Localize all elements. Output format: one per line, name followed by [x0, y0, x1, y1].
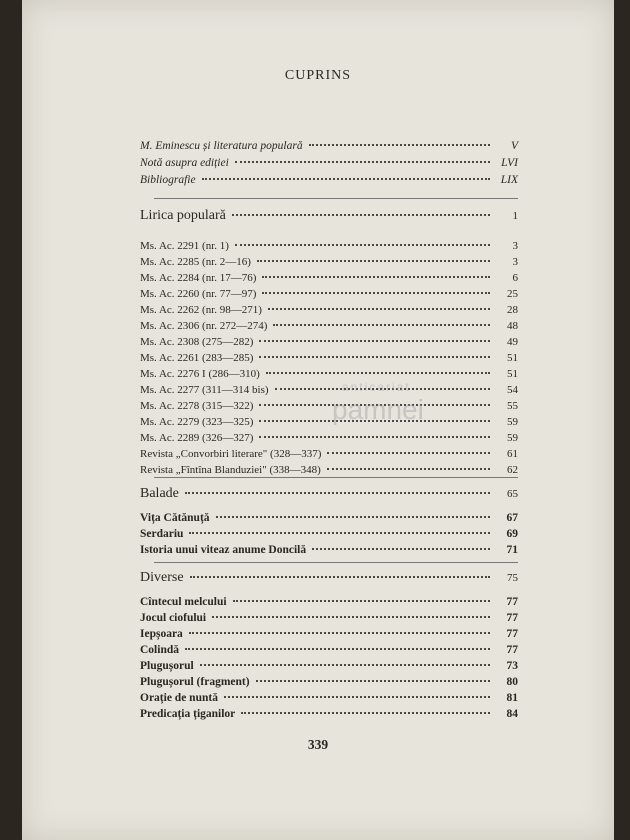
section-divider	[154, 562, 518, 563]
entry-page: 77	[506, 612, 518, 624]
leader-dots	[202, 178, 490, 180]
entry-page: 77	[506, 628, 518, 640]
leader-dots	[224, 696, 490, 698]
section-page: 1	[512, 210, 518, 222]
entry-text: Jocul ciofului	[140, 612, 207, 624]
toc-entry-manuscript	[140, 272, 518, 284]
toc-entry-divers	[140, 612, 518, 624]
leader-dots	[259, 356, 490, 358]
entry-page: 59	[507, 432, 518, 444]
section-heading-diverse	[140, 570, 518, 586]
entry-page: 77	[506, 644, 518, 656]
toc-entry-divers	[140, 660, 518, 672]
leader-dots	[190, 576, 490, 578]
toc-entry-divers	[140, 692, 518, 704]
leader-dots	[257, 260, 490, 262]
toc-entry-intro	[140, 174, 518, 186]
section-title: Lirica populară	[140, 208, 226, 223]
entry-page: 80	[506, 676, 518, 688]
leader-dots	[266, 372, 490, 374]
leader-dots	[256, 680, 490, 682]
entry-text: Ms. Ac. 2308 (275—282)	[140, 336, 254, 348]
entry-text: Ms. Ac. 2277 (311—314 bis)	[140, 384, 269, 396]
entry-text: Ms. Ac. 2276 I (286—310)	[140, 368, 260, 380]
entry-page: 6	[512, 272, 518, 284]
entry-text: Iepșoara	[140, 628, 183, 640]
leader-dots	[309, 144, 490, 146]
entry-page: 84	[506, 708, 518, 720]
entry-page: 73	[506, 660, 518, 672]
entry-text: Ms. Ac. 2284 (nr. 17—76)	[140, 272, 257, 284]
entry-text: Notă asupra ediției	[140, 157, 229, 169]
toc-entry-balada	[140, 528, 518, 540]
leader-dots	[212, 616, 490, 618]
entry-page: LVI	[501, 157, 518, 169]
section-divider	[154, 477, 518, 478]
leader-dots	[189, 532, 490, 534]
entry-text: Ms. Ac. 2289 (326—327)	[140, 432, 254, 444]
toc-entry-manuscript	[140, 256, 518, 268]
entry-page: V	[510, 140, 518, 152]
section-title: Balade	[140, 486, 179, 501]
entry-text: Orație de nuntă	[140, 692, 218, 704]
toc-entry-manuscript	[140, 464, 518, 476]
leader-dots	[268, 308, 490, 310]
toc-entry-intro	[140, 157, 518, 169]
entry-text: Ms. Ac. 2262 (nr. 98—271)	[140, 304, 262, 316]
entry-page: 48	[507, 320, 518, 332]
watermark	[318, 380, 438, 450]
toc-entry-divers	[140, 708, 518, 720]
entry-text: Ms. Ac. 2261 (283—285)	[140, 352, 254, 364]
entry-text: Istoria unui viteaz anume Doncilă	[140, 544, 307, 556]
entry-text: Bibliografie	[140, 174, 196, 186]
leader-dots	[312, 548, 490, 550]
section-title: Diverse	[140, 570, 184, 585]
entry-page: 67	[506, 512, 518, 524]
leader-dots	[235, 244, 490, 246]
leader-dots	[232, 214, 490, 216]
entry-text: Ms. Ac. 2278 (315—322)	[140, 400, 254, 412]
toc-entry-manuscript	[140, 336, 518, 348]
entry-text: Revista „Convorbiri literare" (328—337)	[140, 448, 322, 460]
entry-page: 28	[507, 304, 518, 316]
leader-dots	[185, 648, 490, 650]
entry-text: Plugușorul	[140, 660, 194, 672]
leader-dots	[235, 161, 490, 163]
entry-text: Ms. Ac. 2306 (nr. 272—274)	[140, 320, 268, 332]
leader-dots	[259, 340, 490, 342]
entry-page: 59	[507, 416, 518, 428]
entry-page: 71	[506, 544, 518, 556]
entry-page: 62	[507, 464, 518, 476]
section-divider	[154, 198, 518, 199]
entry-text: Ms. Ac. 2285 (nr. 2—16)	[140, 256, 251, 268]
entry-page: 81	[506, 692, 518, 704]
leader-dots	[273, 324, 490, 326]
entry-text: Ms. Ac. 2291 (nr. 1)	[140, 240, 229, 252]
watermark-top: anticariat	[342, 380, 411, 394]
toc-entry-manuscript	[140, 352, 518, 364]
toc-entry-manuscript	[140, 368, 518, 380]
entry-text: M. Eminescu și literatura populară	[140, 140, 303, 152]
page-title: CUPRINS	[284, 68, 352, 83]
entry-text: Serdariu	[140, 528, 184, 540]
leader-dots	[327, 452, 490, 454]
section-page: 75	[507, 572, 518, 584]
toc-entry-divers	[140, 676, 518, 688]
toc-entry-balada	[140, 544, 518, 556]
leader-dots	[216, 516, 490, 518]
entry-page: LIX	[500, 174, 518, 186]
toc-entry-divers	[140, 628, 518, 640]
watermark-bottom: pamnei	[332, 394, 424, 425]
section-heading-balade	[140, 486, 518, 502]
leader-dots	[241, 712, 490, 714]
leader-dots	[233, 600, 490, 602]
toc-entry-intro	[140, 140, 518, 152]
entry-text: Revista „Fîntîna Blanduziei" (338—348)	[140, 464, 321, 476]
entry-text: Plugușorul (fragment)	[140, 676, 250, 688]
section-heading-lirica	[140, 208, 518, 224]
entry-text: Colindă	[140, 644, 179, 656]
entry-text: Cîntecul melcului	[140, 596, 227, 608]
entry-text: Vița Cătănuță	[140, 512, 210, 524]
toc-entry-divers	[140, 644, 518, 656]
book-page	[22, 0, 614, 840]
entry-page: 54	[507, 384, 518, 396]
leader-dots	[200, 664, 490, 666]
entry-page: 61	[507, 448, 518, 460]
entry-page: 49	[507, 336, 518, 348]
toc-entry-manuscript	[140, 240, 518, 252]
entry-page: 69	[506, 528, 518, 540]
section-page: 65	[507, 488, 518, 500]
leader-dots	[185, 492, 490, 494]
toc-entry-balada	[140, 512, 518, 524]
leader-dots	[189, 632, 490, 634]
entry-text: Predicația țiganilor	[140, 708, 236, 720]
entry-page: 77	[506, 596, 518, 608]
entry-page: 51	[507, 352, 518, 364]
entry-page: 51	[507, 368, 518, 380]
leader-dots	[327, 468, 490, 470]
toc-entry-manuscript	[140, 288, 518, 300]
page-number: 339	[307, 737, 329, 752]
leader-dots	[262, 292, 490, 294]
leader-dots	[262, 276, 490, 278]
entry-page: 55	[507, 400, 518, 412]
entry-page: 25	[507, 288, 518, 300]
toc-entry-manuscript	[140, 320, 518, 332]
toc-entry-manuscript	[140, 304, 518, 316]
entry-text: Ms. Ac. 2260 (nr. 77—97)	[140, 288, 257, 300]
entry-text: Ms. Ac. 2279 (323—325)	[140, 416, 254, 428]
entry-page: 3	[512, 240, 518, 252]
entry-page: 3	[512, 256, 518, 268]
toc-entry-divers	[140, 596, 518, 608]
